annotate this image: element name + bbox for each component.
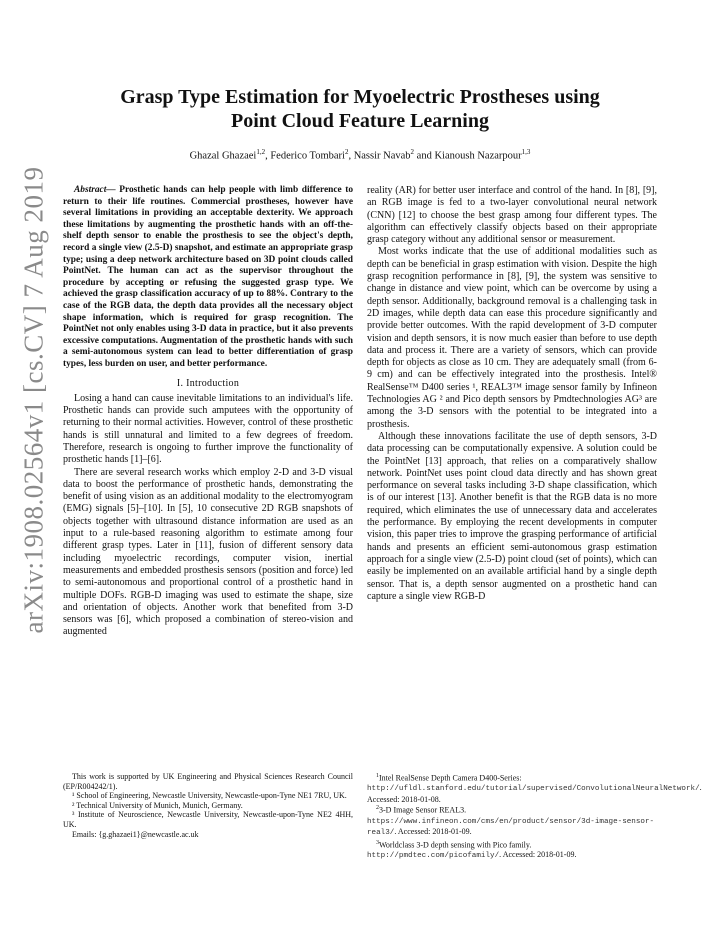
footnote: ¹ School of Engineering, Newcastle University, Newcastle-upon-Tyne NE1 7RU, UK.: [72, 791, 347, 801]
body-paragraph: Most works indicate that the use of additional modalities such as depth can be beneficial in grasp estimation with vision. Despite the high grasp recognition performance in [8], [9], the system was sensitive to change in distance and view point, which can be overcome by using a depth sensor. Additionally, background removal is a challenging task in 2D images, while depth data can ease this procedure significantly and provide better outcomes. With the rapid development of 3-D computer vision and depth sensors, it is now much easier than before to use depth data and process it. There are a variety of sensors, which can provide depth for objects as close as 10 cm. They are adequately small (from 6-9 cm) and can be effectively integrated into the prosthesis. Intel® RealSense™ D400 series ¹, REAL3™ image sensor family by Infineon Technologies AG ² and Pico depth sensors by Pmdtechnologies AG³ are among the 3-D sensors with the potential to be integrated into a prosthesis.: [367, 246, 657, 430]
footnote: $^1$Intel RealSense Depth Camera D400-Series:: [376, 773, 522, 783]
paper-title: Grasp Type Estimation for Myoelectric Prostheses using Point Cloud Feature Learning: [120, 86, 600, 132]
body-paragraph: reality (AR) for better user interface and control of the hand. In [8], [9], an RGB image is fed to a two-layer convolutional neural network (CNN) [12] to choose the best grasp among four different types. The algorithm can effectively classify objects based on their appropriate grasp category without any additional sensor or measurement.: [367, 185, 657, 246]
left-column: [63, 185, 353, 639]
author-name: Kianoush Nazarpour: [434, 150, 522, 162]
author-name: Nassir Navab: [353, 150, 411, 162]
footnote-link[interactable]: https://www.infineon.com/cms/en/product/sensor/3d-image-sensor-real3/. Accessed: 2018-01-09.: [367, 817, 655, 838]
author-name: Ghazal Ghazaei: [189, 150, 257, 162]
affiliation-mark: 2: [410, 148, 415, 156]
affiliation-mark: 1,3: [521, 148, 531, 156]
abstract: Abstract— Prosthetic hands can help people with limb difference to return to their life routines. Commercial prostheses, however have several limitations in providing an acceptable dexterity. We approach these limitations by augmenting the prosthetic hands with an off-the-shelf depth sensor to enable the prosthesis to see the object's depth, record a single view (2.5-D) snapshot, and estimate an appropriate grasp type; using a deep network architecture based on 3D point clouds called PointNet. The human can act as the supervisor throughout the procedure by accepting or refusing the suggested grasp type. We achieved the grasp classification accuracy of up to 88%. Contrary to the case of the RGB data, the depth data provides all the necessary object shape information, which is required for grasp recognition. The PointNet not only enables using 3-D data in practice, but it also prevents excessive computations. Augmentation of the prosthetic hands with such a semi-autonomous system can lead to better differentiation of grasp types, less burden on user, and better performance.: [63, 185, 354, 369]
abstract-text: Prosthetic hands can help people with limb difference to return to their life routines. Commercial prostheses, however have several limitations in providing an acceptable dexterity. We approach these limitations by augmenting the prosthetic hands with an off-the-shelf depth sensor to enable the prosthesis to see the object's depth, record a single view (2.5-D) snapshot, and estimate an appropriate grasp type; using a deep network architecture based on 3D point clouds called PointNet. The human can act as the supervisor throughout the procedure by accepting or refusing the suggested grasp type. We achieved the grasp classification accuracy of up to 88%. Contrary to the case of the RGB data, the depth data provides all the necessary object shape information, which is required for grasp recognition. The PointNet not only enables using 3-D data in practice, but it also prevents excessive computations. Augmentation of the prosthetic hands with such a semi-autonomous system can lead to better differentiation of grasp types, less burden on user, and better performance.: [63, 185, 354, 369]
body-paragraph: There are several research works which employ 2-D and 3-D visual data to boost the performance of prosthetic hands, demonstrating the benefit of using vision as an additional modality to the electromyogram (EMG) signals [5]–[10]. In [5], 10 consecutive 2D RGB snapshots of objects together with ultrasound distance information are used as an input to a rule-based reasoning algorithm to estimate among four different grasp types. Later in [11], fusion of different sensory data including myoelectric recordings, computer vision, inertial measurements and embedded prosthesis sensors (position and force) led to semi-autonomous and proportional control of a prosthetic hand in multiple DOFs. RGB-D imaging was used to estimate the shape, size and orientation of objects. Another work that benefited from 3-D sensors was [6], which proposed a combination of stereo-vision and augmented: [63, 466, 353, 638]
abstract-label: Abstract: [74, 185, 107, 195]
section-heading-introduction: I. Introduction: [176, 377, 240, 389]
author-name: Federico Tombari: [270, 150, 345, 162]
footnote: ² Technical University of Munich, Munich, Germany.: [72, 800, 243, 810]
author-line: Ghazal Ghazaei$^{1,2}$, Federico Tombari$^2$, Nassir Navab$^2$ and Kianoush Nazarpour$^{1,3}$: [189, 148, 531, 162]
footnote: ³ Institute of Neuroscience, Newcastle University, Newcastle-upon-Tyne NE2 4HH, UK.: [63, 810, 353, 829]
footnote-link[interactable]: http://pmdtec.com/picofamily/: [367, 852, 500, 861]
footnote: This work is supported by UK Engineering and Physical Sciences Research Council (EP/R004242/1).: [63, 772, 353, 791]
footnote: $^2$3-D Image Sensor REAL3.: [376, 805, 467, 816]
arxiv-identifier-text: arXiv:1908.02564v1 [cs.CV] 7 Aug 2019: [18, 166, 49, 634]
body-paragraph: Although these innovations facilitate the use of depth sensors, 3-D data processing can be computationally expensive. A solution could be the PointNet [13] approach, that relies on a comparatively shallow network. PointNet uses point cloud data directly and has shown great performance on several tasks including 3-D shape classification, which is of our interest [13]. Another benefit is that the RGB data is no more required, which eliminates the use of unnecessary data and accelerates the performance. By employing the recent developments in computer vision, this paper tries to improve the grasping performance of artificial hands and presents an efficient semi-autonomous grasp estimation approach for a single view (2.5-D) point cloud (set of points), which can easily be implemented on an available artificial hand by a single depth sensor. That is, a depth sensor augmented on a prosthetic hand can capture a single view RGB-D: [367, 430, 657, 602]
affiliation-mark: 2: [344, 148, 349, 156]
footnote: Emails: {g.ghazaei1}@newcastle.ac.uk: [72, 829, 199, 839]
footnotes-left: [63, 772, 353, 839]
body-paragraph: Losing a hand can cause inevitable limitations to an individual's life. Prosthetic hands can provide such amputees with the opportunity of returning to their normal activities. However, control of these prosthetic hands is still unnatural and limited to a few degrees of freedom. Therefore, research is ongoing to further improve the functionality of prosthetic hands [1]–[6].: [63, 392, 353, 466]
footnote-link[interactable]: http://ufldl.stanford.edu/tutorial/supervised/ConvolutionalNeuralNetwork/. Accessed: 2018-01-08.: [367, 783, 702, 804]
affiliation-mark: 1,2: [256, 148, 266, 156]
footnotes-right: [367, 772, 702, 862]
right-column: [367, 185, 657, 603]
footnote: $^3$Worldclass 3-D depth sensing with Pico family. http://pmdtec.com/picofamily/. Accessed: 2018-01-09.: [367, 839, 577, 861]
arxiv-identifier: [14, 140, 54, 660]
